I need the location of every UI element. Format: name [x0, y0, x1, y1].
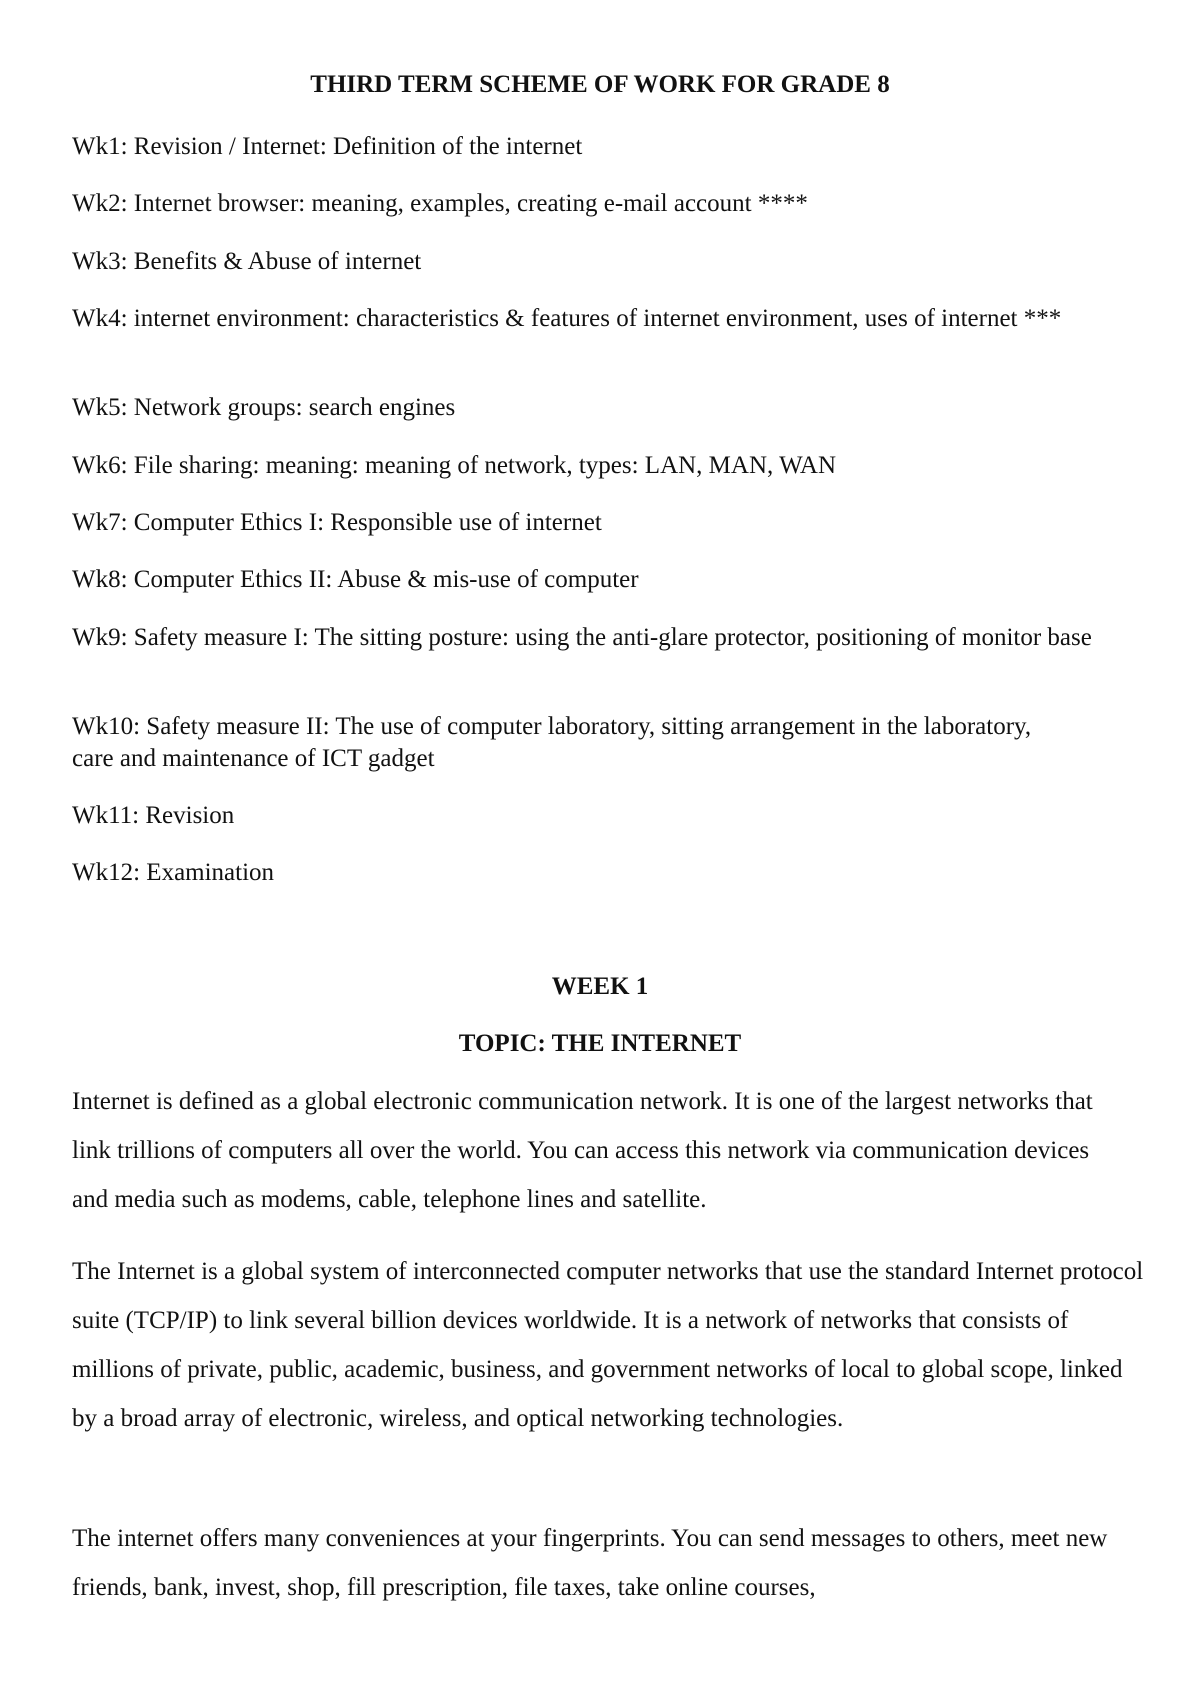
week-list-item: Wk4: internet environment: characteristics & features of internet environment, uses of internet ***: [72, 305, 1062, 332]
body-paragraph: Internet is defined as a global electronic communication network. It is one of the largest networks that link trillions of computers all over the world. You can access this network via communication devices and media such as modems, cable, telephone lines and satellite.: [72, 1088, 1093, 1213]
week-list-item: Wk9: Safety measure I: The sitting posture: using the anti-glare protector, positioning of monitor base: [72, 624, 1092, 651]
week-list-item: Wk5: Network groups: search engines: [72, 394, 456, 421]
week-heading: WEEK 1: [551, 973, 649, 1000]
topic-heading: TOPIC: THE INTERNET: [458, 1030, 742, 1057]
week-list-item: Wk6: File sharing: meaning: meaning of network, types: LAN, MAN, WAN: [72, 452, 837, 479]
body-paragraph: The internet offers many conveniences at your fingerprints. You can send messages to others, meet new friends, bank, invest, shop, fill prescription, file taxes, take online courses,: [72, 1525, 1108, 1601]
week-list-item: Wk2: Internet browser: meaning, examples, creating e-mail account ****: [72, 190, 808, 217]
week-list-item: Wk8: Computer Ethics II: Abuse & mis-use of computer: [72, 566, 639, 593]
body-paragraph: The Internet is a global system of interconnected computer networks that use the standard Internet protocol suite (TCP/IP) to link several billion devices worldwide. It is a network of networks that consists of millions of private, public, academic, business, and government networks of local to global scope, linked by a broad array of electronic, wireless, and optical networking technologies.: [72, 1258, 1144, 1432]
week-list-item: Wk3: Benefits & Abuse of internet: [72, 248, 422, 275]
scheme-title: THIRD TERM SCHEME OF WORK FOR GRADE 8: [310, 71, 890, 98]
week-list-item: Wk12: Examination: [72, 859, 275, 886]
week-list-item: Wk7: Computer Ethics I: Responsible use of internet: [72, 509, 602, 536]
week-list-item: Wk10: Safety measure II: The use of computer laboratory, sitting arrangement in the laboratory, care and maintenance of ICT gadget: [72, 713, 1032, 772]
week-list-item: Wk11: Revision: [72, 802, 235, 829]
week-list-item: Wk1: Revision / Internet: Definition of the internet: [72, 133, 583, 160]
